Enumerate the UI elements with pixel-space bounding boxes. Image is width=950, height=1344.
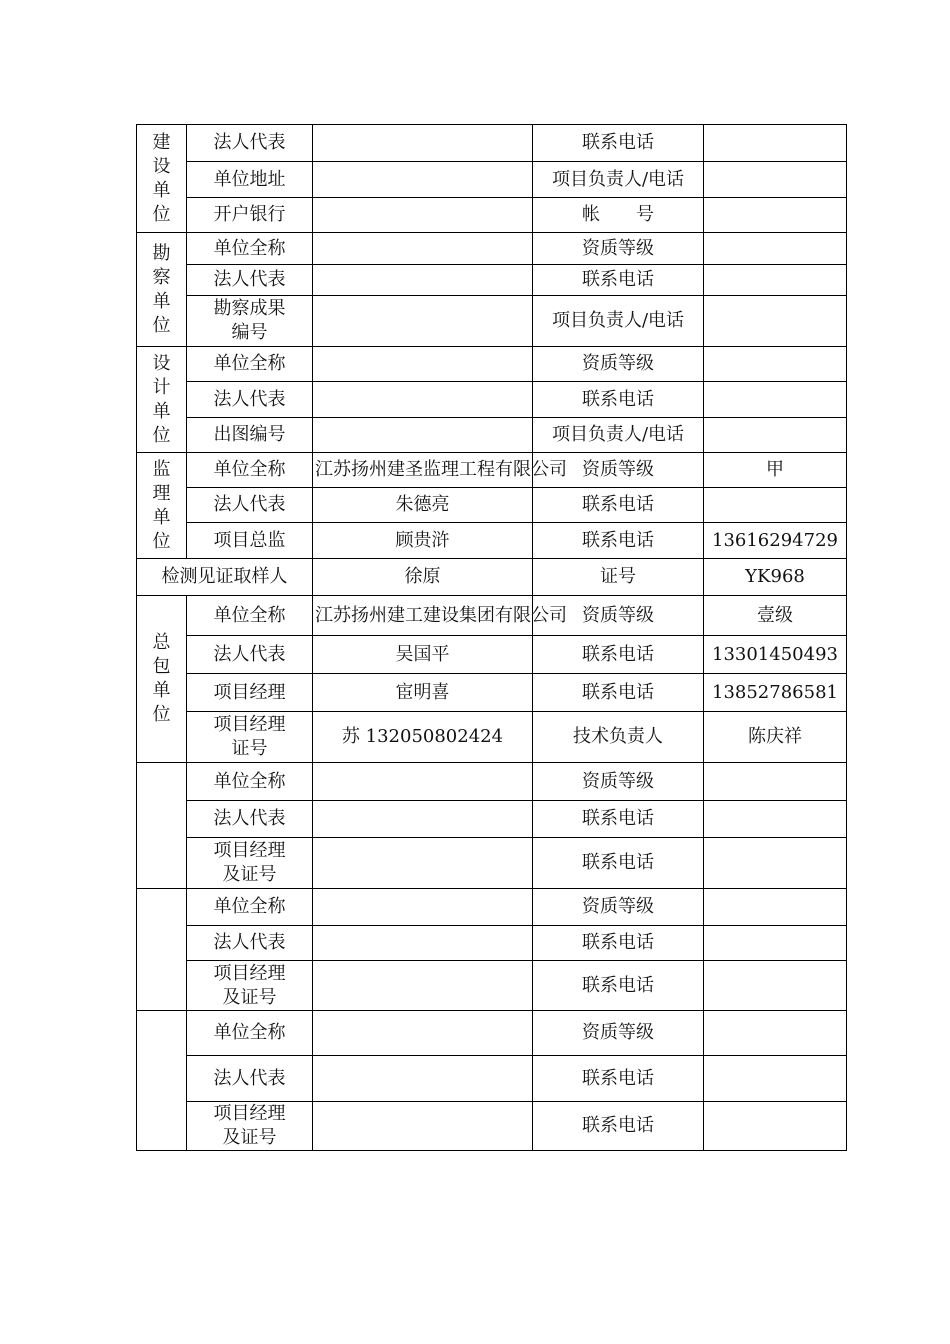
row-label: 项目经理 [187, 674, 313, 712]
row-value [313, 162, 533, 198]
table-row [137, 1102, 847, 1151]
table-row [137, 926, 847, 961]
table-row [137, 838, 847, 889]
row-value: 苏 132050802424 [313, 712, 533, 763]
row-value-2 [704, 488, 847, 523]
row-label-2: 资质等级 [533, 1011, 704, 1056]
row-value [313, 233, 533, 265]
row-value-2: 壹级 [704, 596, 847, 636]
row-value-2 [704, 801, 847, 838]
row-value-2 [704, 1102, 847, 1151]
row-value: 徐原 [313, 559, 533, 596]
table-row [137, 233, 847, 265]
row-value-2 [704, 418, 847, 453]
row-value [313, 838, 533, 889]
row-label-2: 联系电话 [533, 523, 704, 559]
row-label: 单位全称 [187, 763, 313, 801]
row-label: 出图编号 [187, 418, 313, 453]
row-value [313, 265, 533, 296]
row-value: 江苏扬州建圣监理工程有限公司 [313, 453, 533, 488]
row-value-2 [704, 961, 847, 1011]
row-value [313, 347, 533, 382]
table-row [137, 418, 847, 453]
row-label: 项目总监 [187, 523, 313, 559]
row-value [313, 382, 533, 418]
row-value-2: 13616294729 [704, 523, 847, 559]
row-label-2: 项目负责人/电话 [533, 296, 704, 347]
group-label-supervision-unit: 监理单位 [137, 453, 187, 559]
row-value [313, 926, 533, 961]
row-value-2 [704, 265, 847, 296]
row-label: 单位全称 [187, 453, 313, 488]
table-row [137, 961, 847, 1011]
table-row [137, 125, 847, 162]
group-label-survey-unit: 勘察单位 [137, 233, 187, 347]
row-label: 法人代表 [187, 801, 313, 838]
row-value [313, 418, 533, 453]
table-row [137, 596, 847, 636]
table-row [137, 1056, 847, 1102]
row-label-2: 资质等级 [533, 453, 704, 488]
table-row [137, 889, 847, 926]
row-value [313, 1011, 533, 1056]
row-value-2: 甲 [704, 453, 847, 488]
row-label-2: 证号 [533, 559, 704, 596]
row-label: 勘察成果 编号 [187, 296, 313, 347]
row-label: 开户银行 [187, 198, 313, 233]
row-value: 宦明喜 [313, 674, 533, 712]
row-label: 单位全称 [187, 889, 313, 926]
table-row [137, 523, 847, 559]
row-value-2 [704, 162, 847, 198]
row-value: 朱德亮 [313, 488, 533, 523]
row-label: 法人代表 [187, 265, 313, 296]
table-row [137, 674, 847, 712]
row-label-2: 联系电话 [533, 1056, 704, 1102]
table-row [137, 763, 847, 801]
row-value-2 [704, 125, 847, 162]
row-label-2: 资质等级 [533, 763, 704, 801]
row-value: 江苏扬州建工建设集团有限公司 [313, 596, 533, 636]
row-value-2: 13852786581 [704, 674, 847, 712]
row-label: 法人代表 [187, 382, 313, 418]
row-value-2: 13301450493 [704, 636, 847, 674]
row-label: 项目经理 及证号 [187, 838, 313, 889]
row-label: 单位全称 [187, 347, 313, 382]
table-row [137, 1011, 847, 1056]
row-value [313, 296, 533, 347]
table-row [137, 347, 847, 382]
row-label-2: 技术负责人 [533, 712, 704, 763]
row-label-2: 联系电话 [533, 961, 704, 1011]
row-label-2: 资质等级 [533, 889, 704, 926]
row-label-2: 联系电话 [533, 636, 704, 674]
row-value-2 [704, 926, 847, 961]
table-row [137, 296, 847, 347]
row-value-2 [704, 233, 847, 265]
table-row [137, 198, 847, 233]
row-value-2 [704, 838, 847, 889]
table-row [137, 382, 847, 418]
row-label-2: 联系电话 [533, 382, 704, 418]
table-row [137, 712, 847, 763]
row-label: 法人代表 [187, 125, 313, 162]
row-value: 吴国平 [313, 636, 533, 674]
row-value [313, 1102, 533, 1151]
row-value-2 [704, 198, 847, 233]
row-label-2: 项目负责人/电话 [533, 418, 704, 453]
row-label-2: 联系电话 [533, 488, 704, 523]
row-label-2: 项目负责人/电话 [533, 162, 704, 198]
row-value-2 [704, 1011, 847, 1056]
row-label-2: 资质等级 [533, 347, 704, 382]
group-label-design-unit: 设计单位 [137, 347, 187, 453]
table-row [137, 801, 847, 838]
group-label-blank-1 [137, 763, 187, 889]
row-label-2: 联系电话 [533, 1102, 704, 1151]
row-label: 法人代表 [187, 926, 313, 961]
row-label: 单位地址 [187, 162, 313, 198]
row-value [313, 801, 533, 838]
row-label: 单位全称 [187, 1011, 313, 1056]
row-label-2: 资质等级 [533, 233, 704, 265]
row-label-sampler: 检测见证取样人 [137, 559, 313, 596]
row-label: 法人代表 [187, 1056, 313, 1102]
row-label: 项目经理 及证号 [187, 1102, 313, 1151]
row-label-2: 联系电话 [533, 265, 704, 296]
row-label-2: 联系电话 [533, 674, 704, 712]
row-value-2 [704, 763, 847, 801]
row-value-2: 陈庆祥 [704, 712, 847, 763]
row-value-2 [704, 347, 847, 382]
row-value [313, 763, 533, 801]
row-value [313, 961, 533, 1011]
row-value-2 [704, 382, 847, 418]
project-info-table [136, 124, 847, 1151]
row-value-2 [704, 889, 847, 926]
table-row [137, 162, 847, 198]
row-label: 单位全称 [187, 596, 313, 636]
row-value [313, 125, 533, 162]
row-value: 顾贵浒 [313, 523, 533, 559]
group-label-general-contractor: 总包单位 [137, 596, 187, 763]
row-value-2: YK968 [704, 559, 847, 596]
row-value-2 [704, 1056, 847, 1102]
row-label-2: 帐 号 [533, 198, 704, 233]
row-value [313, 1056, 533, 1102]
row-label: 单位全称 [187, 233, 313, 265]
table-row [137, 488, 847, 523]
group-label-construction-unit: 建设单位 [137, 125, 187, 233]
row-label: 项目经理 及证号 [187, 961, 313, 1011]
row-value [313, 198, 533, 233]
row-label-2: 资质等级 [533, 596, 704, 636]
group-label-blank-2 [137, 889, 187, 1011]
table-row [137, 636, 847, 674]
row-label-2: 联系电话 [533, 838, 704, 889]
row-label-2: 联系电话 [533, 125, 704, 162]
row-label-2: 联系电话 [533, 801, 704, 838]
group-label-blank-3 [137, 1011, 187, 1151]
table-row [137, 559, 847, 596]
row-label: 项目经理 证号 [187, 712, 313, 763]
table-row [137, 453, 847, 488]
row-value [313, 889, 533, 926]
row-label-2: 联系电话 [533, 926, 704, 961]
row-value-2 [704, 296, 847, 347]
table-row [137, 265, 847, 296]
row-label: 法人代表 [187, 488, 313, 523]
row-label: 法人代表 [187, 636, 313, 674]
